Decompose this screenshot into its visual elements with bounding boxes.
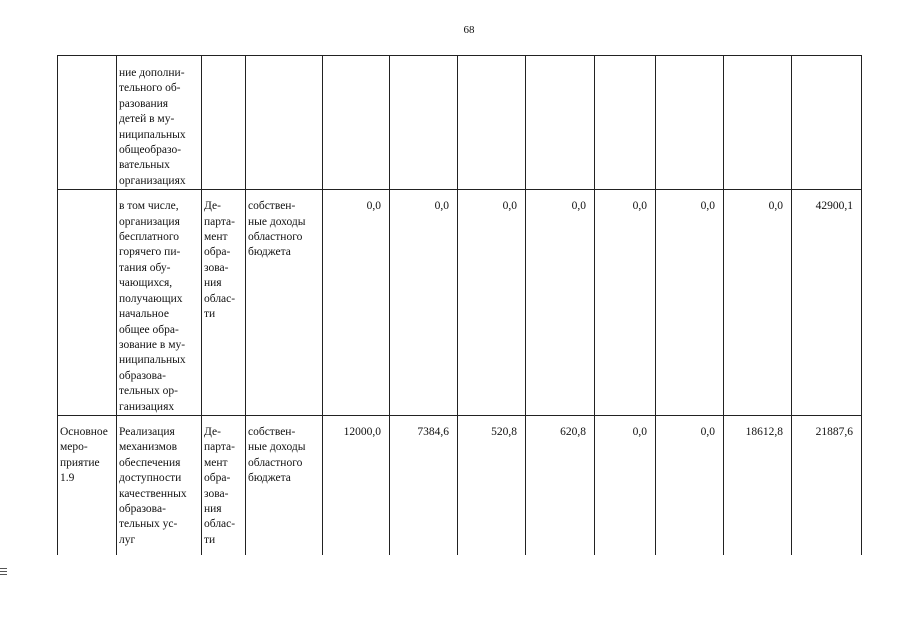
table-row [58,56,862,190]
table-cell-value: 0,0 [526,190,595,416]
table-cell-value [458,56,526,190]
table-row [58,190,862,416]
table-cell-source: собствен- ные доходы областного бюджета [246,415,323,555]
table-cell-value: 0,0 [595,190,656,416]
table-cell-name: ние дополни- тельного об- разования детей в му- ниципальных общеобразо- вательных организациях [117,56,202,190]
table-cell-value: 0,0 [724,190,792,416]
table-cell-activity [58,56,117,190]
table-cell-value: 21887,6 [792,415,862,555]
table-cell-value: 0,0 [656,415,724,555]
table-row [58,415,862,555]
table-cell-value [390,56,458,190]
table-cell-name: в том числе, организация бесплатного горячего пи- тания обу- чающихся, получающих начальное общее обра- зование в му- ниципальных образова- тельных ор- ганизациях [117,190,202,416]
table-cell-value [724,56,792,190]
table-cell-name: Реализация механизмов обеспечения доступности качественных образова- тельных ус- луг [117,415,202,555]
table-cell-value: 620,8 [526,415,595,555]
table-cell-value [595,56,656,190]
table-cell-value: 0,0 [458,190,526,416]
table-cell-value: 12000,0 [323,415,390,555]
table-cell-value: 0,0 [656,190,724,416]
table-cell-value: 520,8 [458,415,526,555]
scan-edge-mark [0,568,7,577]
table-cell-activity: Основное меро- приятие 1.9 [58,415,117,555]
table-cell-executor: Де- парта- мент обра- зова- ния облас- ти [202,190,246,416]
table-cell-source: собствен- ные доходы областного бюджета [246,190,323,416]
table-cell-executor: Де- парта- мент обра- зова- ния облас- ти [202,415,246,555]
page-number: 68 [463,24,475,36]
table-cell-value: 0,0 [390,190,458,416]
table-cell-value: 42900,1 [792,190,862,416]
table-cell-value: 7384,6 [390,415,458,555]
table-cell-value: 0,0 [595,415,656,555]
table-cell-value [323,56,390,190]
table-cell-value [656,56,724,190]
budget-table [57,55,862,555]
table-cell-value [792,56,862,190]
table-cell-value: 0,0 [323,190,390,416]
table-cell-value: 18612,8 [724,415,792,555]
table-cell-activity [58,190,117,416]
table-cell-value [526,56,595,190]
table-cell-executor [202,56,246,190]
table-cell-source [246,56,323,190]
